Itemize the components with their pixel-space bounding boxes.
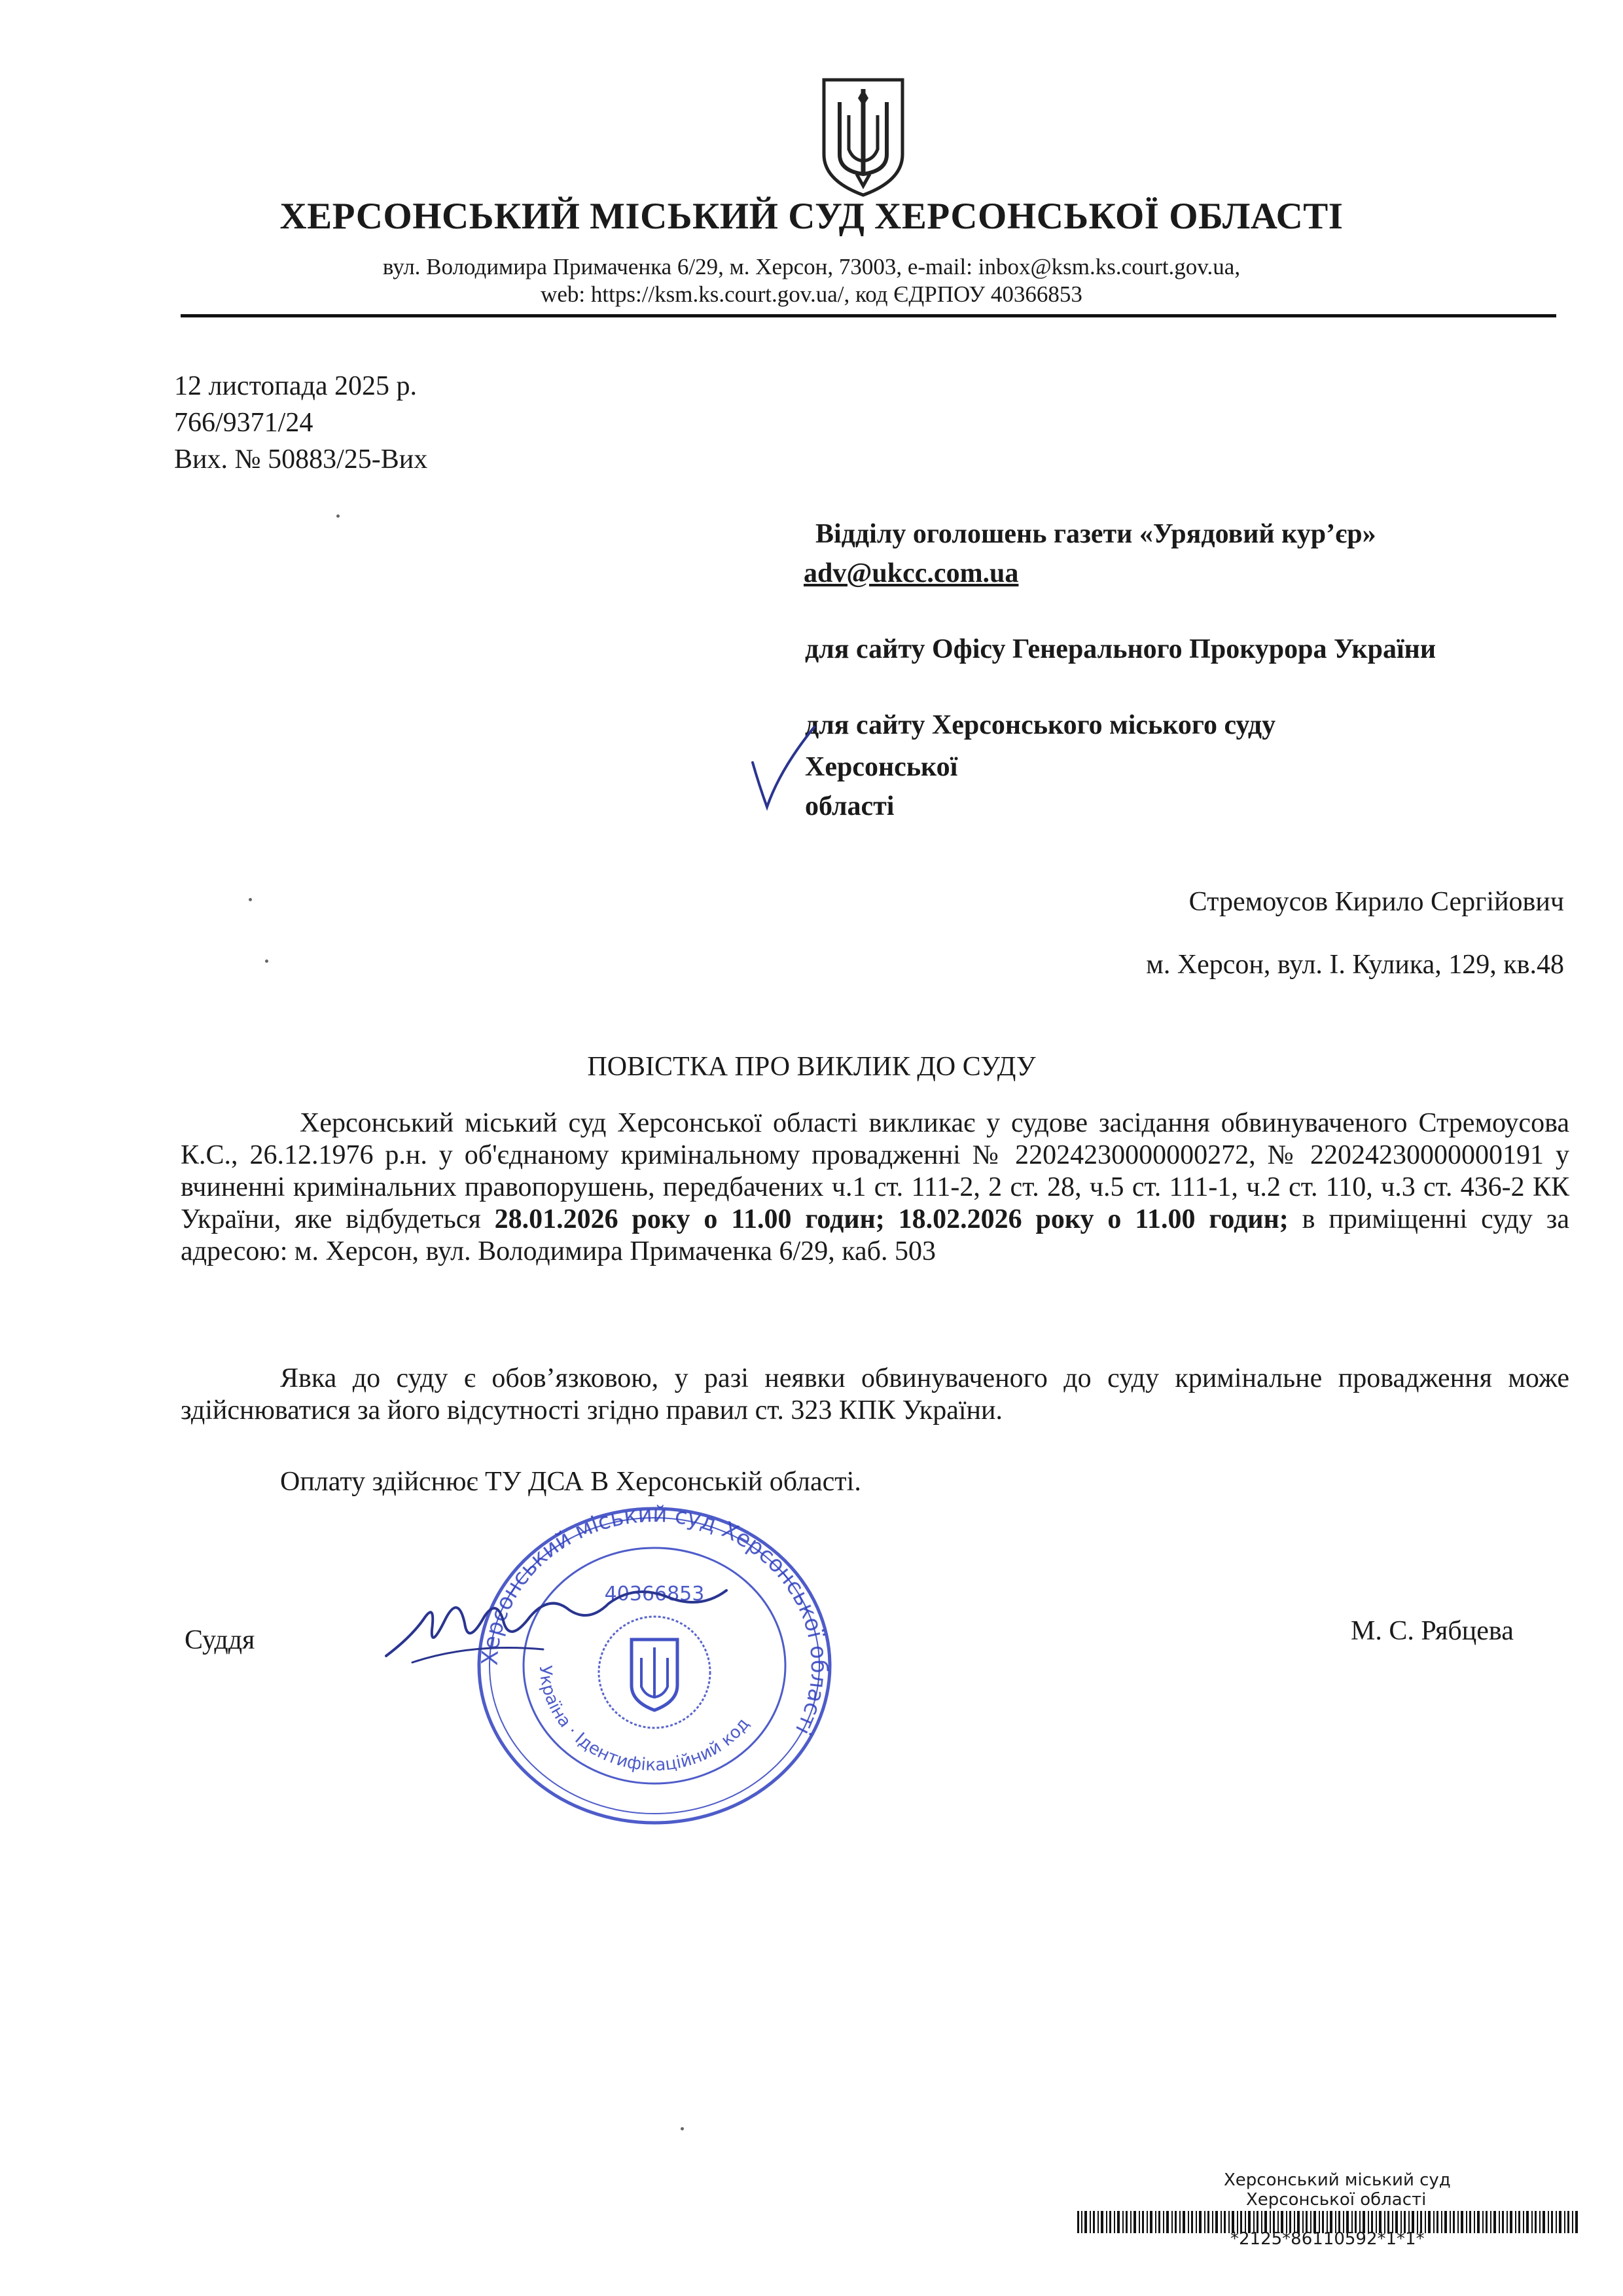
seal-code: 40366853: [604, 1583, 705, 1605]
summons-text-end: в приміщенні суду за адресою: м. Херсон, вул. Володимира Примаченка 6/29, каб. 503: [181, 1204, 1569, 1266]
hearing-dates: 28.01.2026 року о 11.00 годин; 18.02.2026 року о 11.00 годин;: [494, 1204, 1289, 1234]
scan-speck: [249, 898, 252, 901]
attendance-paragraph: Явка до суду є обов’язковою, у разі неявки обвинуваченого до суду кримінальне провадження може здійснюватися за його відсутності згідно правил ст. 323 КПК України.: [181, 1363, 1569, 1426]
judge-name: М. С. Рябцева: [1351, 1616, 1514, 1646]
court-name-heading: ХЕРСОНСЬКИЙ МІСЬКИЙ СУД ХЕРСОНСЬКОЇ ОБЛАСТІ: [279, 196, 1344, 237]
recipient-court-site-line2: Херсонської: [805, 752, 958, 782]
header-divider: [181, 314, 1556, 317]
scan-speck: [681, 2127, 684, 2130]
court-address-line: вул. Володимира Примаченка 6/29, м. Херсон, 73003, e-mail: inbox@ksm.ks.court.gov.ua,: [382, 254, 1241, 279]
recipient-newspaper: Відділу оголошень газети «Урядовий кур’єр»: [815, 519, 1376, 549]
recipient-newspaper-email[interactable]: adv@ukcc.com.ua: [804, 558, 1019, 588]
summons-text-start: Херсонський міський суд Херсонської області викликає у судове засідання обвинуваченого Стремоусова К.С., 26.12.1976 р.н. у об'єднаному кримінальному провадженні № 22024230000000272, № 22024230000000191 у вчиненні кримінальних правопорушень, передбачених ч.1 ст. 111-2, 2 ст. 28, ч.5 ст. 111-1, ч.2 ст. 110, ч.3 ст. 436-2 КК України, яке відбудеться: [181, 1108, 1569, 1234]
court-web-line: web: https://ksm.ks.court.gov.ua/, код ЄДРПОУ 40366853: [541, 281, 1082, 307]
addressee-name: Стремоусов Кирило Сергійович: [1188, 887, 1564, 917]
judge-signature: [373, 1558, 740, 1689]
scan-speck: [265, 960, 268, 963]
footer-region: Херсонської області: [1246, 2190, 1427, 2210]
document-title: ПОВІСТКА ПРО ВИКЛИК ДО СУДУ: [587, 1052, 1036, 1082]
summons-paragraph: [181, 1107, 1569, 1268]
recipient-court-site-line3: області: [805, 791, 895, 821]
case-number: 766/9371/24: [174, 408, 313, 438]
scan-speck: [336, 514, 340, 518]
recipient-prosecutor-site: для сайту Офісу Генерального Прокурора України: [805, 634, 1436, 664]
judge-label: Суддя: [185, 1625, 255, 1655]
coat-of-arms-icon: [820, 76, 906, 198]
barcode-number: *2125*86110592*1*1*: [1230, 2229, 1425, 2249]
addressee-address: м. Херсон, вул. І. Кулика, 129, кв.48: [1146, 950, 1564, 980]
checkmark-icon: [747, 723, 819, 815]
document-date: 12 листопада 2025 р.: [174, 371, 418, 401]
seal-outer-text: Херсонський міський суд Херсонської області: [476, 1502, 832, 1740]
payment-paragraph: Оплату здійснює ТУ ДСА В Херсонській області.: [280, 1467, 861, 1497]
footer-court-name: Херсонський міський суд: [1224, 2170, 1451, 2190]
outgoing-number: Вих. № 50883/25-Вих: [174, 444, 428, 475]
seal-inner-text: Україна · Ідентифікаційний код: [535, 1664, 754, 1776]
recipient-court-site-line1: для сайту Херсонського міського суду: [805, 710, 1276, 740]
